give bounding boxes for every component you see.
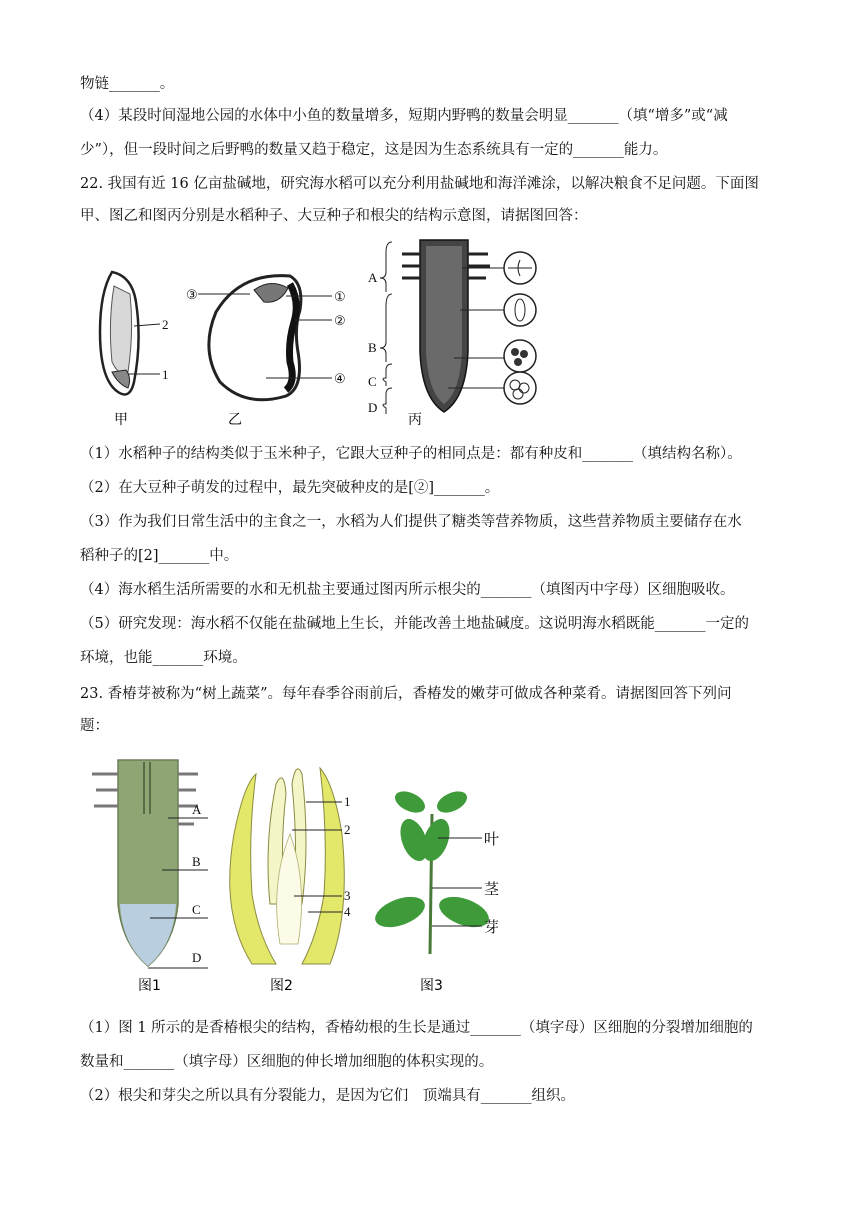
rice-label-1: 1 <box>162 367 169 382</box>
root-label-A: A <box>368 270 378 285</box>
caption-fig1: 图1 <box>138 978 161 994</box>
fig2-label-2: 2 <box>344 822 351 837</box>
bean-label-2: ② <box>334 313 346 328</box>
question-22-stem-cont: 甲、图乙和图丙分别是水稻种子、大豆种子和根尖的结构示意图，请据图回答： <box>80 208 588 224</box>
text-line-3: 少”），但一段时间之后野鸭的数量又趋于稳定，这是因为生态系统具有一定的_______能力。 <box>80 142 668 158</box>
root-tip-diagram <box>368 240 536 415</box>
fig1-label-C: C <box>192 902 201 917</box>
root-label-C: C <box>368 374 377 389</box>
bean-label-3: ③ <box>186 287 198 302</box>
q22-part-5-cont: 环境，也能_______环境。 <box>80 650 247 666</box>
figure-seeds-root <box>90 232 550 428</box>
text-line-2: （4）某段时间湿地公园的水体中小鱼的数量增多，短期内野鸭的数量会明显_______（填“增多”或“减 <box>80 108 728 124</box>
bean-seed-diagram <box>186 276 346 400</box>
q22-part-3: （3）作为我们日常生活中的主食之一，水稻为人们提供了糖类等营养物质，这些营养物质主要储存在水 <box>80 514 742 530</box>
text-line-1: 物链_______。 <box>80 76 175 92</box>
question-23-stem-cont: 题： <box>80 718 109 734</box>
plant-label-stem: 茎 <box>484 880 500 898</box>
caption-yi: 乙 <box>228 412 242 428</box>
plant-label-bud: 芽 <box>484 918 500 936</box>
q22-part-1: （1）水稻种子的结构类似于玉米种子，它跟大豆种子的相同点是：都有种皮和_______（填结构名称）。 <box>80 446 742 462</box>
question-23-stem: 23. 香椿芽被称为“树上蔬菜”。每年春季谷雨前后，香椿发的嫩芽可做成各种菜肴。请据图回答下列问 <box>80 686 732 702</box>
fig1-label-A: A <box>192 802 202 817</box>
q23-part-2: （2）根尖和芽尖之所以具有分裂能力，是因为它们 顶端具有_______组织。 <box>80 1088 575 1104</box>
bean-label-4: ④ <box>334 371 346 386</box>
q23-part-1: （1）图 1 所示的是香椿根尖的结构，香椿幼根的生长是通过_______（填字母）区细胞的分裂增加细胞的 <box>80 1020 753 1036</box>
q23-part-1-cont: 数量和_______（填字母）区细胞的伸长增加细胞的体积实现的。 <box>80 1054 494 1070</box>
question-22-stem: 22. 我国有近 16 亿亩盐碱地，研究海水稻可以充分利用盐碱地和海洋滩涂，以解决粮食不足问题。下面图 <box>80 176 759 192</box>
fig2-label-3: 3 <box>344 888 351 903</box>
plant-label-leaf: 叶 <box>484 830 500 848</box>
q22-part-4: （4）海水稻生活所需要的水和无机盐主要通过图丙所示根尖的_______（填图丙中字母）区细胞吸收。 <box>80 582 735 598</box>
plant-shoot-diagram <box>371 787 501 954</box>
bean-label-1: ① <box>334 289 346 304</box>
fig1-label-D: D <box>192 950 202 965</box>
rice-seed-diagram <box>100 272 169 394</box>
caption-fig3: 图3 <box>420 978 443 994</box>
root-tip-photo <box>92 760 208 968</box>
bud-section-diagram <box>230 768 351 964</box>
fig2-label-1: 1 <box>344 794 351 809</box>
q22-part-3-cont: 稻种子的[2]_______中。 <box>80 548 239 564</box>
q22-part-2: （2）在大豆种子萌发的过程中，最先突破种皮的是[②]_______。 <box>80 480 500 496</box>
fig1-label-B: B <box>192 854 201 869</box>
caption-bing: 丙 <box>408 412 422 428</box>
fig2-label-4: 4 <box>344 904 351 919</box>
figure-root-bud-plant <box>80 754 520 998</box>
q22-part-5: （5）研究发现：海水稻不仅能在盐碱地上生长，并能改善土地盐碱度。这说明海水稻既能_______一定的 <box>80 616 749 632</box>
root-label-B: B <box>368 340 377 355</box>
root-label-D: D <box>368 400 378 415</box>
caption-jia: 甲 <box>114 412 128 428</box>
rice-label-2: 2 <box>162 317 169 332</box>
caption-fig2: 图2 <box>270 978 293 994</box>
